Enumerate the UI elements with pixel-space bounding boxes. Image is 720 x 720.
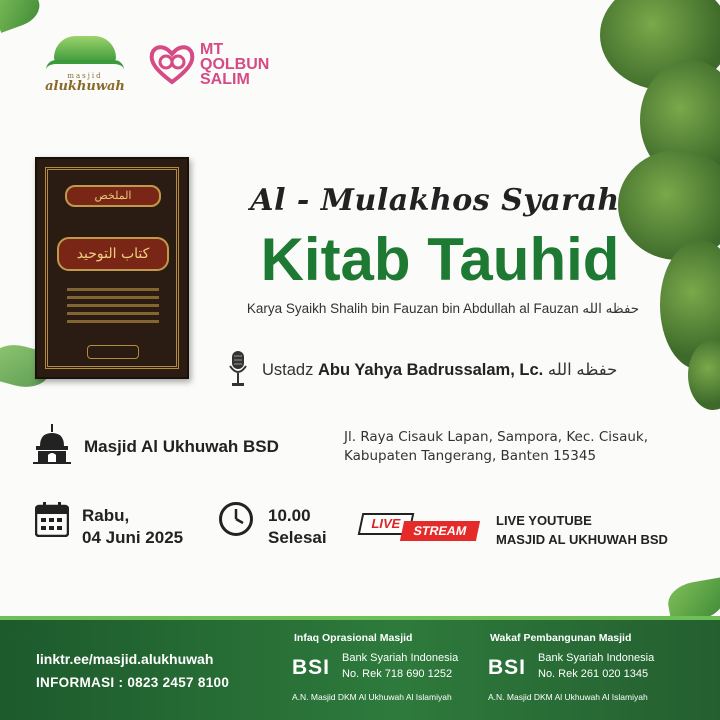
calendar-icon — [35, 501, 69, 537]
bank-holder: A.N. Masjid DKM Al Ukhuwah Al Islamiyah — [292, 692, 452, 702]
mt-line2: QOLBUN — [200, 56, 270, 73]
live-stream-badge — [360, 513, 478, 543]
venue-address — [344, 428, 648, 466]
bank-name: Bank Syariah Indonesia — [538, 652, 655, 664]
bank-holder: A.N. Masjid DKM Al Ukhuwah Al Islamiyah — [488, 692, 648, 702]
event-time-end: Selesai — [268, 528, 327, 547]
live-youtube-line1: LIVE YOUTUBE — [496, 513, 592, 528]
logo-masjid-name: alukhuwah — [45, 79, 125, 94]
clock-icon — [218, 501, 254, 537]
event-title: Kitab Tauhid — [260, 226, 620, 293]
event-day: Rabu, — [82, 506, 130, 525]
book-cover-image — [35, 157, 189, 379]
leaf-decoration-top-left — [0, 0, 44, 33]
bank-info-infaq — [292, 632, 492, 702]
speaker-prefix: Ustadz — [262, 361, 314, 379]
speaker-name: Abu Yahya Badrussalam, Lc. — [317, 361, 544, 379]
bsi-logo: BSI — [292, 656, 331, 679]
stream-badge-word: STREAM — [400, 521, 480, 541]
mosque-icon — [33, 424, 71, 464]
venue-name: Masjid Al Ukhuwah BSD — [84, 437, 279, 456]
speaker-line — [262, 360, 617, 380]
event-date — [82, 505, 183, 549]
mt-line1: MT — [200, 41, 224, 58]
book-top-text: الملخص — [65, 185, 161, 207]
bank-name: Bank Syariah Indonesia — [342, 652, 459, 664]
linktree-link[interactable]: linktr.ee/masjid.alukhuwah — [36, 651, 214, 667]
address-line1: Jl. Raya Cisauk Lapan, Sampora, Kec. Cisauk, — [344, 429, 649, 445]
bank-info-wakaf — [488, 632, 688, 702]
microphone-icon — [228, 350, 248, 388]
event-subtitle: Al - Mulakhos Syarah — [250, 183, 620, 218]
bsi-logo: BSI — [488, 656, 527, 679]
masjid-alukhuwah-logo — [40, 28, 130, 94]
speaker-honorific: حفظه الله — [547, 361, 618, 379]
heart-logo-icon — [148, 42, 196, 86]
mt-qolbun-salim-logo — [148, 40, 288, 92]
logo-masjid-small: masjid — [67, 72, 103, 80]
live-badge-word: LIVE — [358, 513, 415, 535]
bank-account: No. Rek 261 020 1345 — [538, 668, 649, 680]
bank-heading: Wakaf Pembangunan Masjid — [490, 632, 632, 644]
live-youtube-line2: MASJID AL UKHUWAH BSD — [496, 532, 668, 547]
address-line2: Kabupaten Tangerang, Banten 15345 — [344, 448, 597, 464]
contact-info: INFORMASI : 0823 2457 8100 — [36, 675, 230, 690]
mt-line3: SALIM — [200, 71, 250, 88]
book-author-line: Karya Syaikh Shalih bin Fauzan bin Abdullah al Fauzan حفظه الله — [246, 301, 640, 316]
mosque-dome-icon — [54, 36, 116, 62]
bank-account: No. Rek 718 690 1252 — [342, 668, 453, 680]
bank-heading: Infaq Oprasional Masjid — [294, 632, 413, 644]
event-time-start: 10.00 — [268, 506, 311, 525]
event-time — [268, 505, 327, 549]
live-youtube-text — [496, 511, 668, 549]
event-date-value: 04 Juni 2025 — [82, 528, 184, 547]
book-main-text: كتاب التوحيد — [57, 237, 169, 271]
